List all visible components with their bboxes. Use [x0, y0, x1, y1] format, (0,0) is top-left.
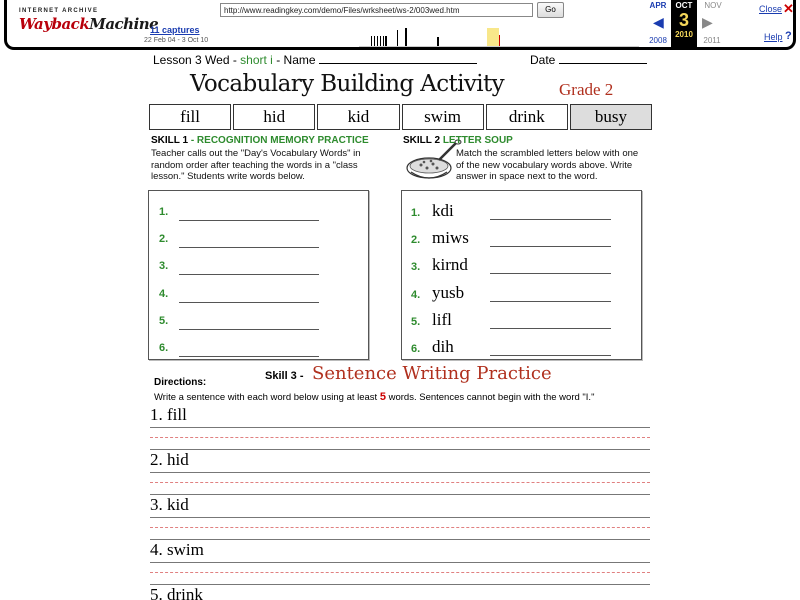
- lesson-prefix: Lesson 3 Wed -: [153, 53, 241, 67]
- directions-part-b: words. Sentences cannot begin with the word "I.": [385, 392, 595, 403]
- row-number: 5.: [411, 316, 421, 328]
- timeline-bar[interactable]: [437, 37, 439, 46]
- date-line: [530, 53, 647, 67]
- year-prev[interactable]: 2008: [649, 36, 667, 45]
- date-blank: [559, 53, 647, 64]
- vocab-word: drink: [486, 104, 568, 130]
- captures-link[interactable]: 11 captures: [150, 25, 200, 35]
- answer-line[interactable]: [490, 355, 611, 356]
- answer-line[interactable]: [490, 301, 611, 302]
- capture-timeline[interactable]: [359, 20, 639, 47]
- timeline-baseline: [359, 46, 639, 47]
- row-number: 3.: [411, 261, 421, 273]
- timeline-bar[interactable]: [374, 36, 375, 46]
- month-prev[interactable]: APR: [649, 1, 667, 10]
- logo-main-text: [19, 15, 159, 33]
- sentence-word: 4. swim: [150, 540, 204, 559]
- skill1-title: - RECOGNITION MEMORY PRACTICE: [188, 135, 369, 146]
- writing-guide-dashed: [150, 527, 650, 528]
- next-arrow-icon: ▶: [702, 14, 713, 30]
- current-capture-date: [671, 0, 697, 47]
- vocab-word: kid: [317, 104, 399, 130]
- row-number: 6.: [159, 342, 169, 354]
- sentence-word: 3. kid: [150, 495, 189, 514]
- scrambled-word: lifl: [432, 310, 452, 329]
- sentence-row: [150, 450, 650, 495]
- sentence-row: [150, 585, 650, 600]
- writing-line[interactable]: [150, 517, 650, 518]
- directions-word-count: 5: [379, 391, 386, 403]
- timeline-bar[interactable]: [499, 35, 500, 46]
- skill1-row: [149, 260, 368, 278]
- logo-main-b: Machine: [89, 15, 159, 33]
- name-label: - Name: [272, 53, 316, 67]
- skill2-row: [402, 285, 641, 303]
- scrambled-word: yusb: [432, 283, 465, 302]
- sentence-word: 1. fill: [150, 405, 187, 424]
- help-link[interactable]: Help: [764, 32, 783, 42]
- row-number: 2.: [159, 233, 169, 245]
- answer-line[interactable]: [179, 302, 319, 303]
- wayback-toolbar: [4, 0, 796, 50]
- sentence-word: 2. hid: [150, 450, 189, 469]
- sentence-row: [150, 540, 650, 585]
- sentence-row: [150, 495, 650, 540]
- answer-line[interactable]: [490, 219, 611, 220]
- writing-line[interactable]: [150, 562, 650, 563]
- skill2-row: [402, 203, 641, 221]
- help-icon[interactable]: ?: [785, 30, 792, 42]
- row-number: 1.: [159, 206, 169, 218]
- row-number: 5.: [159, 315, 169, 327]
- writing-line[interactable]: [150, 427, 650, 428]
- vocab-word: hid: [233, 104, 315, 130]
- name-blank: [319, 53, 477, 64]
- answer-line[interactable]: [490, 246, 611, 247]
- skill2-row: [402, 230, 641, 248]
- row-number: 4.: [159, 288, 169, 300]
- year-next: 2011: [703, 36, 721, 45]
- directions-text: [154, 391, 594, 403]
- skill1-label: SKILL 1: [151, 135, 189, 146]
- answer-line[interactable]: [179, 220, 319, 221]
- captures-range: 22 Feb 04 - 3 Oct 10: [144, 37, 209, 44]
- answer-line[interactable]: [179, 247, 319, 248]
- answer-line[interactable]: [490, 328, 611, 329]
- go-button[interactable]: Go: [537, 2, 564, 18]
- skill1-description: Teacher calls out the "Day's Vocabulary Words" in random order after teaching the words in a "class lesson." Students write words below.: [151, 148, 361, 182]
- month-next: NOV: [704, 1, 722, 10]
- timeline-bar[interactable]: [397, 30, 398, 46]
- sentence-row: [150, 405, 650, 450]
- timeline-bar[interactable]: [385, 36, 387, 46]
- directions-part-a: Write a sentence with each word below using at least: [154, 392, 380, 403]
- skill2-row: [402, 312, 641, 330]
- writing-guide-dashed: [150, 437, 650, 438]
- skill2-answer-box: [401, 190, 642, 360]
- timeline-bar[interactable]: [371, 36, 372, 46]
- skill2-row: [402, 257, 641, 275]
- vocab-word: fill: [149, 104, 231, 130]
- answer-line[interactable]: [490, 273, 611, 274]
- scrambled-word: miws: [432, 228, 469, 247]
- url-input[interactable]: [220, 3, 533, 17]
- writing-guide-dashed: [150, 482, 650, 483]
- timeline-bar[interactable]: [380, 36, 381, 46]
- scrambled-word: kirnd: [432, 255, 468, 274]
- skill1-row: [149, 342, 368, 360]
- vocab-word-highlighted: busy: [570, 104, 652, 130]
- row-number: 4.: [411, 289, 421, 301]
- skill2-title: LETTER SOUP: [442, 135, 513, 146]
- year-current: 2010: [675, 30, 693, 39]
- skill2-row: [402, 339, 641, 357]
- writing-guide-dashed: [150, 572, 650, 573]
- vocab-word-row: [149, 104, 652, 130]
- row-number: 2.: [411, 234, 421, 246]
- answer-line[interactable]: [179, 274, 319, 275]
- skill1-answer-box: [148, 190, 369, 360]
- sentence-word: 5. drink: [150, 585, 203, 600]
- skill3-title: Sentence Writing Practice: [312, 363, 552, 384]
- skill3-label: Skill 3 -: [265, 370, 304, 382]
- lesson-topic: short i: [240, 53, 273, 67]
- logo-top-text: INTERNET ARCHIVE: [19, 8, 99, 14]
- skill2-description: Match the scrambled letters below with one of the new vocabulary words above. Write answer in space next to the word.: [456, 148, 639, 182]
- timeline-bar[interactable]: [377, 36, 378, 46]
- skill1-row: [149, 315, 368, 333]
- logo-main-a: Wayback: [19, 15, 90, 33]
- row-number: 3.: [159, 260, 169, 272]
- skill1-row: [149, 233, 368, 251]
- prev-arrow-icon[interactable]: ◀: [653, 14, 664, 30]
- timeline-bar[interactable]: [405, 28, 407, 46]
- directions-label: Directions:: [154, 377, 207, 388]
- writing-line[interactable]: [150, 472, 650, 473]
- day-current: 3: [678, 10, 689, 30]
- lesson-line: [153, 53, 477, 67]
- row-number: 6.: [411, 343, 421, 355]
- scrambled-word: kdi: [432, 201, 454, 220]
- timeline-current-year-highlight: [487, 28, 499, 47]
- skill2-label: SKILL 2: [403, 135, 441, 146]
- skill1-row: [149, 288, 368, 306]
- close-link[interactable]: Close: [759, 4, 783, 14]
- skill1-heading: [151, 135, 369, 146]
- skill2-heading: [403, 135, 513, 146]
- month-current: OCT: [675, 1, 693, 10]
- close-icon[interactable]: ✕: [783, 1, 794, 16]
- timeline-bar[interactable]: [383, 36, 384, 46]
- date-label: Date: [530, 53, 556, 67]
- answer-line[interactable]: [179, 329, 319, 330]
- skill1-row: [149, 206, 368, 224]
- wayback-logo[interactable]: [19, 8, 159, 38]
- grade-label: Grade 2: [559, 80, 614, 99]
- vocab-word: swim: [402, 104, 484, 130]
- answer-line[interactable]: [179, 356, 319, 357]
- row-number: 1.: [411, 207, 421, 219]
- scrambled-word: dih: [432, 337, 454, 356]
- page-title: Vocabulary Building Activity: [190, 71, 505, 97]
